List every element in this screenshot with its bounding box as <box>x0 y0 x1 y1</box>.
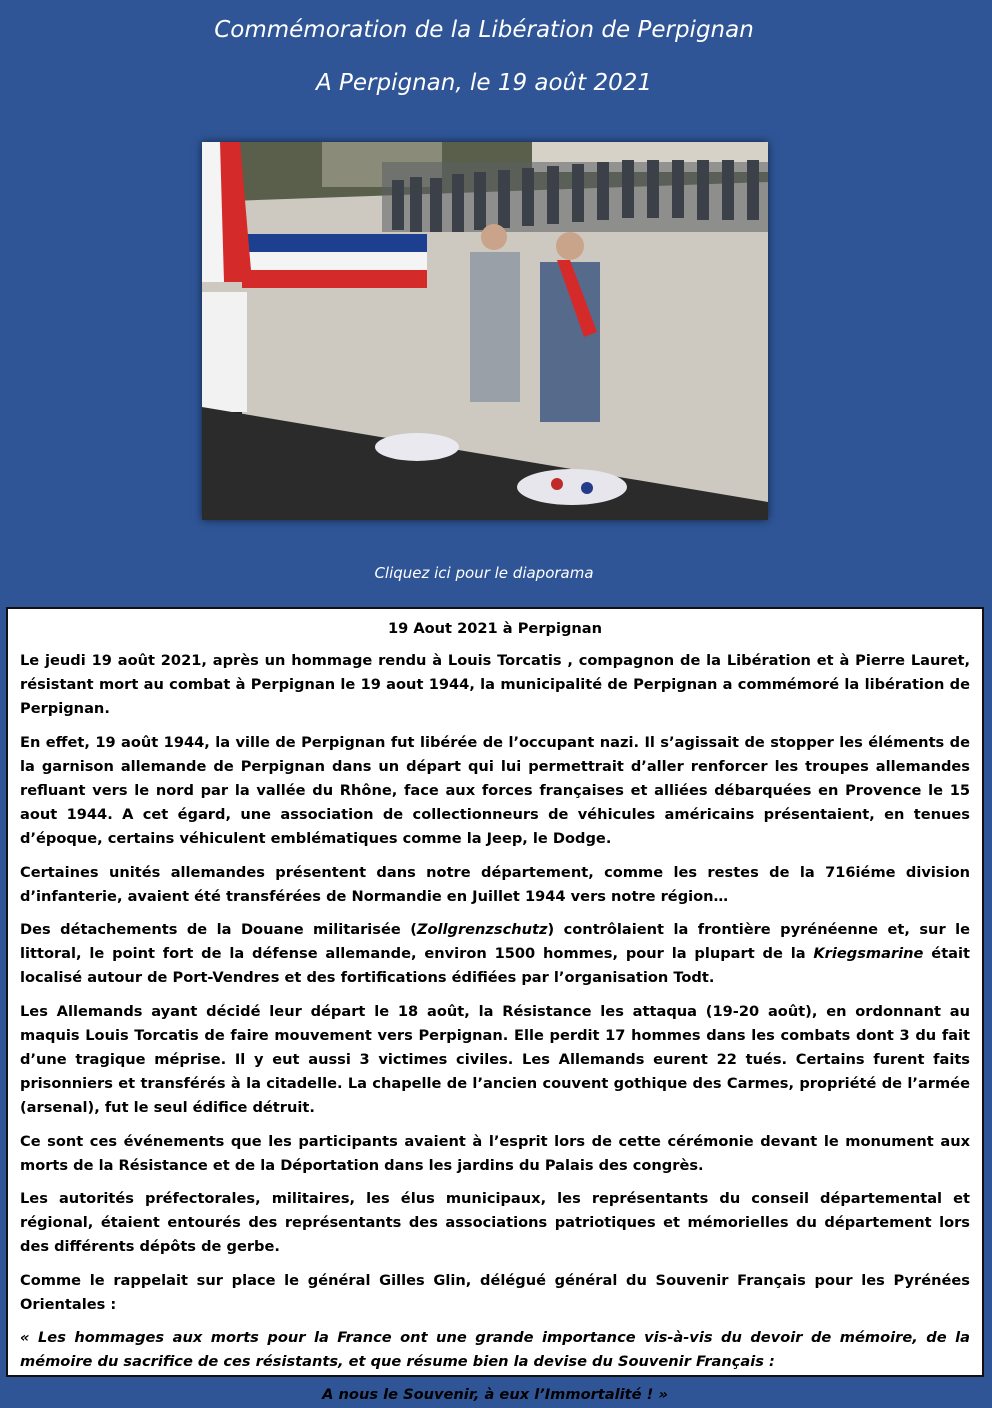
paragraph-1: Le jeudi 19 août 2021, après un hommage rendu à Louis Torcatis , compagnon de la Libération et à Pierre Lauret, résistant mort au combat à Perpignan le 19 aout 1944, la municipalité de Perpignan a commémoré la libération de Perpignan. <box>20 652 970 718</box>
paragraph-4 <box>20 918 970 991</box>
paragraph-4-emphasis-2: Kriegsmarine <box>813 945 924 963</box>
paragraph-4-part-b: ) contrôlaient la frontière pyrénéenne et, sur le littoral, le point fort de la défense allemande, environ 1500 hommes, pour la plupart de la <box>20 921 970 963</box>
article-heading: 19 Aout 2021 à Perpignan <box>387 620 603 637</box>
paragraph-4-part-a: Des détachements de la Douane militarisée ( <box>20 921 417 939</box>
paragraph-8: Comme le rappelait sur place le général Gilles Glin, délégué général du Souvenir Français pour les Pyrénées Orientales : <box>20 1271 970 1313</box>
page-subtitle: A Perpignan, le 19 août 2021 <box>315 70 652 96</box>
quote: « Les hommages aux morts pour la France ont une grande importance vis-à-vis du devoir de mémoire, de la mémoire du sacrifice de ces résistants, et que résume bien la devise du Souvenir Français : <box>20 1329 970 1371</box>
paragraph-5: Les Allemands ayant décidé leur départ le 18 août, la Résistance les attaqua (19-20 août), en ordonnant au maquis Louis Torcatis de faire mouvement vers Perpignan. Elle perdit 17 hommes dans les combats dont 3 du fait d’une tragique méprise. Il y eut aussi 3 victimes civiles. Les Allemands eurent 22 tués. Certains furent faits prisonniers et transférés à la citadelle. La chapelle de l’ancien couvent gothique des Carmes, propriété de l’armée (arsenal), fut le seul édifice détruit. <box>20 1002 970 1117</box>
motto: A nous le Souvenir, à eux l’Immortalité ! » <box>322 1386 668 1404</box>
ceremony-photo[interactable] <box>202 142 768 520</box>
paragraph-6: Ce sont ces événements que les participants avaient à l’esprit lors de cette cérémonie devant le monument aux morts de la Résistance et de la Déportation dans les jardins du Palais des congrès. <box>20 1132 970 1174</box>
page-title: Commémoration de la Libération de Perpignan <box>214 17 754 43</box>
paragraph-2: En effet, 19 août 1944, la ville de Perpignan fut libérée de l’occupant nazi. Il s’agissait de stopper les éléments de la garnison allemande de Perpignan dans un départ qui lui permettrait d’aller renforcer les troupes allemandes refluant vers le nord par la vallée du Rhône, face aux forces françaises et alliées débarquées en Provence le 15 aout 1944. A cet égard, une association de collectionneurs de véhicules américains présentaient, en tenues d’époque, certains véhiculent emblématiques comme la Jeep, le Dodge. <box>20 733 970 848</box>
paragraph-4-emphasis-1: Zollgrenzschutz <box>416 921 548 939</box>
paragraph-4-part-c: était localisé autour de Port-Vendres et des fortifications édifiées par l’organisation Todt. <box>20 945 970 987</box>
paragraph-7: Les autorités préfectorales, militaires, les élus municipaux, les représentants du conseil départemental et régional, étaient entourés des représentants des associations patriotiques et mémorielles du département lors des différents dépôts de gerbe. <box>20 1190 970 1256</box>
article-panel <box>6 607 984 1404</box>
slideshow-link[interactable]: Cliquez ici pour le diaporama <box>374 564 594 582</box>
ceremony-photo-illustration <box>202 142 768 520</box>
paragraph-3: Certaines unités allemandes présentent dans notre département, comme les restes de la 716iéme division d’infanterie, avaient été transférées de Normandie en Juillet 1944 vers notre région… <box>20 863 970 905</box>
